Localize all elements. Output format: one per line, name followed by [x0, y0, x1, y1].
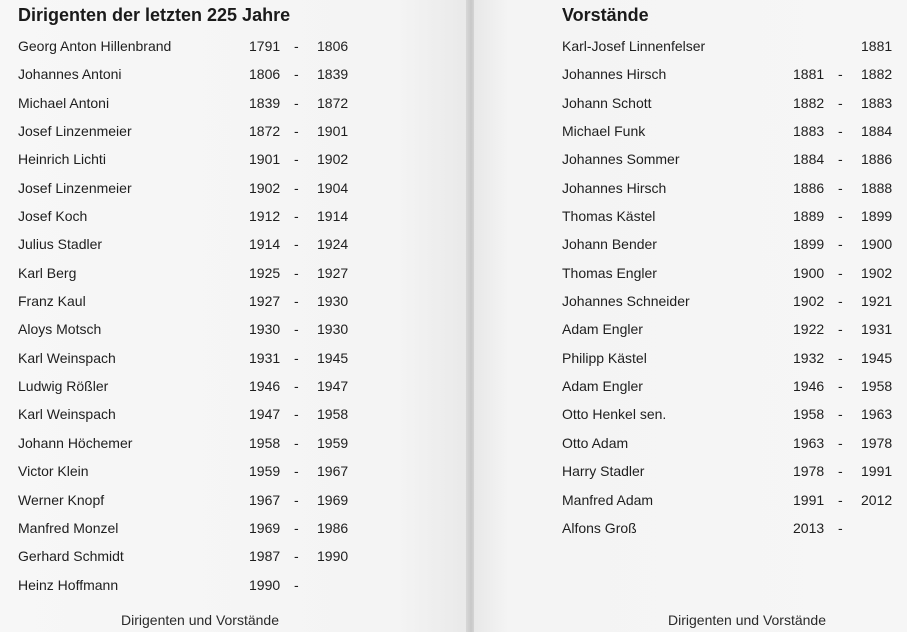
year-from: 1967 — [249, 491, 281, 508]
list-item — [0, 514, 468, 542]
person-name: Josef Linzenmeier — [18, 179, 132, 196]
year-to: 1899 — [861, 208, 893, 225]
year-separator: - — [838, 151, 843, 168]
person-name: Johannes Hirsch — [562, 179, 667, 196]
page-title-dirigenten: Dirigenten der letzten 225 Jahre — [18, 5, 291, 25]
year-separator: - — [294, 576, 299, 593]
year-to: 1958 — [861, 378, 893, 395]
year-to: 1902 — [317, 151, 349, 168]
person-name: Gerhard Schmidt — [18, 548, 124, 565]
year-separator: - — [294, 123, 299, 140]
year-to: 1902 — [861, 264, 893, 281]
list-item — [474, 514, 907, 542]
year-separator: - — [294, 491, 299, 508]
year-from: 1987 — [249, 548, 281, 565]
person-name: Victor Klein — [18, 463, 89, 480]
year-from: 1947 — [249, 406, 281, 423]
person-name: Johannes Sommer — [562, 151, 680, 168]
person-name: Josef Linzenmeier — [18, 123, 132, 140]
year-to: 1969 — [317, 491, 349, 508]
year-to: 1930 — [317, 321, 349, 338]
list-item — [474, 32, 907, 60]
list-item — [0, 174, 468, 202]
year-from: 1927 — [249, 293, 281, 310]
year-separator: - — [838, 321, 843, 338]
year-separator: - — [294, 293, 299, 310]
person-name: Otto Henkel sen. — [562, 406, 667, 423]
year-from: 1930 — [249, 321, 281, 338]
year-from: 1839 — [249, 94, 281, 111]
year-to: 1945 — [317, 349, 349, 366]
year-to: 1883 — [861, 94, 893, 111]
year-separator: - — [294, 236, 299, 253]
person-name: Julius Stadler — [18, 236, 103, 253]
year-from: 1932 — [793, 349, 825, 366]
year-to: 1927 — [317, 264, 349, 281]
person-name: Michael Funk — [562, 123, 646, 140]
year-from: 1881 — [793, 66, 825, 83]
person-name: Georg Anton Hillenbrand — [18, 38, 172, 54]
year-from: 1912 — [249, 208, 281, 225]
year-from: 1958 — [793, 406, 825, 423]
year-from: 1946 — [249, 378, 281, 395]
person-name: Otto Adam — [562, 434, 629, 451]
person-name: Thomas Engler — [562, 264, 657, 281]
year-from: 1900 — [793, 264, 825, 281]
person-name: Josef Koch — [18, 208, 88, 225]
person-name: Ludwig Rößler — [18, 378, 109, 395]
list-item — [0, 429, 468, 457]
list-item — [474, 344, 907, 372]
person-name: Johannes Schneider — [562, 293, 690, 310]
person-name: Karl-Josef Linnenfelser — [562, 38, 706, 54]
year-to: 1872 — [317, 94, 349, 111]
year-separator: - — [838, 491, 843, 508]
list-item — [474, 400, 907, 428]
year-separator: - — [294, 378, 299, 395]
list-item — [0, 457, 468, 485]
list-item — [0, 287, 468, 315]
person-name: Werner Knopf — [18, 491, 105, 508]
year-separator: - — [294, 38, 299, 54]
year-to: 1958 — [317, 406, 349, 423]
person-name: Manfred Adam — [562, 491, 654, 508]
year-to: 1901 — [317, 123, 349, 140]
list-item — [474, 259, 907, 287]
year-to: 1947 — [317, 378, 349, 395]
list-item — [0, 60, 468, 88]
list-item — [0, 372, 468, 400]
year-from: 1902 — [249, 179, 281, 196]
person-name: Michael Antoni — [18, 94, 110, 111]
year-to: 1884 — [861, 123, 893, 140]
year-from: 1901 — [249, 151, 281, 168]
person-name: Philipp Kästel — [562, 349, 647, 366]
year-to: 1881 — [861, 38, 893, 54]
person-name: Johann Höchemer — [18, 434, 133, 451]
year-separator: - — [294, 208, 299, 225]
year-from: 1791 — [249, 38, 281, 54]
year-separator: - — [838, 66, 843, 83]
year-from: 1969 — [249, 519, 281, 536]
year-to: 1806 — [317, 38, 349, 54]
list-item — [0, 32, 468, 60]
year-separator: - — [838, 94, 843, 111]
year-separator: - — [294, 463, 299, 480]
dirigenten-list — [0, 32, 468, 599]
list-item — [474, 486, 907, 514]
list-item — [0, 89, 468, 117]
year-from: 1882 — [793, 94, 825, 111]
person-name: Aloys Motsch — [18, 321, 102, 338]
list-item — [474, 372, 907, 400]
year-to: 1945 — [861, 349, 893, 366]
list-item — [474, 89, 907, 117]
person-name: Alfons Groß — [562, 519, 637, 536]
person-name: Johannes Hirsch — [562, 66, 667, 83]
year-to: 1963 — [861, 406, 893, 423]
year-to: 2012 — [861, 491, 893, 508]
year-to: 1904 — [317, 179, 349, 196]
year-separator: - — [838, 123, 843, 140]
year-to: 1959 — [317, 434, 349, 451]
person-name: Franz Kaul — [18, 293, 86, 310]
year-to: 1839 — [317, 66, 349, 83]
year-to: 1888 — [861, 179, 893, 196]
year-separator: - — [838, 349, 843, 366]
year-separator: - — [838, 208, 843, 225]
year-separator: - — [294, 406, 299, 423]
list-item — [474, 287, 907, 315]
year-from: 1922 — [793, 321, 825, 338]
year-from: 1991 — [793, 491, 825, 508]
year-from: 1886 — [793, 179, 825, 196]
list-item — [474, 60, 907, 88]
person-name: Heinz Hoffmann — [18, 576, 119, 593]
year-from: 1990 — [249, 576, 281, 593]
year-from: 1914 — [249, 236, 281, 253]
year-separator: - — [838, 378, 843, 395]
year-from: 1899 — [793, 236, 825, 253]
year-from: 1872 — [249, 123, 281, 140]
year-from: 1902 — [793, 293, 825, 310]
list-item — [0, 230, 468, 258]
year-separator: - — [294, 519, 299, 536]
year-from: 1963 — [793, 434, 825, 451]
year-separator: - — [294, 321, 299, 338]
list-item — [0, 145, 468, 173]
list-item — [474, 145, 907, 173]
year-to: 1930 — [317, 293, 349, 310]
list-item — [474, 429, 907, 457]
year-from: 1884 — [793, 151, 825, 168]
year-separator: - — [294, 66, 299, 83]
list-item — [474, 174, 907, 202]
page-footer-right: Dirigenten und Vorstände — [668, 612, 826, 628]
year-to: 1990 — [317, 548, 349, 565]
year-from: 1959 — [249, 463, 281, 480]
year-separator: - — [294, 151, 299, 168]
right-page — [474, 0, 907, 632]
person-name: Johann Bender — [562, 236, 657, 253]
year-to: 1931 — [861, 321, 893, 338]
person-name: Johann Schott — [562, 94, 652, 111]
year-from: 1889 — [793, 208, 825, 225]
year-from: 1978 — [793, 463, 825, 480]
list-item — [0, 486, 468, 514]
year-separator: - — [294, 264, 299, 281]
year-to: 1991 — [861, 463, 893, 480]
year-separator: - — [294, 179, 299, 196]
year-from: 1958 — [249, 434, 281, 451]
year-to: 1924 — [317, 236, 349, 253]
year-separator: - — [838, 179, 843, 196]
year-to: 1978 — [861, 434, 893, 451]
year-separator: - — [294, 94, 299, 111]
year-separator: - — [838, 264, 843, 281]
list-item — [474, 457, 907, 485]
year-separator: - — [838, 434, 843, 451]
year-separator: - — [838, 463, 843, 480]
vorstaende-list — [474, 32, 907, 542]
person-name: Manfred Monzel — [18, 519, 119, 536]
list-item — [474, 202, 907, 230]
person-name: Adam Engler — [562, 378, 643, 395]
list-item — [0, 259, 468, 287]
year-to: 1914 — [317, 208, 349, 225]
year-from: 1946 — [793, 378, 825, 395]
year-separator: - — [838, 519, 843, 536]
year-from: 2013 — [793, 519, 825, 536]
page-footer-left: Dirigenten und Vorstände — [121, 612, 279, 628]
year-separator: - — [838, 236, 843, 253]
year-from: 1925 — [249, 264, 281, 281]
person-name: Karl Berg — [18, 264, 77, 281]
person-name: Karl Weinspach — [18, 349, 116, 366]
year-separator: - — [294, 349, 299, 366]
list-item — [0, 571, 468, 599]
list-item — [474, 117, 907, 145]
list-item — [0, 315, 468, 343]
list-item — [474, 230, 907, 258]
list-item — [0, 542, 468, 570]
year-from: 1806 — [249, 66, 281, 83]
year-to: 1967 — [317, 463, 349, 480]
year-to: 1921 — [861, 293, 893, 310]
list-item — [0, 117, 468, 145]
person-name: Harry Stadler — [562, 463, 645, 480]
list-item — [0, 400, 468, 428]
person-name: Thomas Kästel — [562, 208, 656, 225]
year-from: 1931 — [249, 349, 281, 366]
person-name: Karl Weinspach — [18, 406, 116, 423]
list-item — [0, 344, 468, 372]
person-name: Johannes Antoni — [18, 66, 122, 83]
year-to: 1900 — [861, 236, 893, 253]
year-from: 1883 — [793, 123, 825, 140]
year-separator: - — [838, 406, 843, 423]
year-separator: - — [294, 548, 299, 565]
year-to: 1882 — [861, 66, 893, 83]
person-name: Heinrich Lichti — [18, 151, 106, 168]
year-to: 1886 — [861, 151, 893, 168]
page-title-vorstaende: Vorstände — [562, 5, 649, 25]
list-item — [474, 315, 907, 343]
year-separator: - — [838, 293, 843, 310]
year-to: 1986 — [317, 519, 349, 536]
year-separator: - — [294, 434, 299, 451]
person-name: Adam Engler — [562, 321, 643, 338]
list-item — [0, 202, 468, 230]
